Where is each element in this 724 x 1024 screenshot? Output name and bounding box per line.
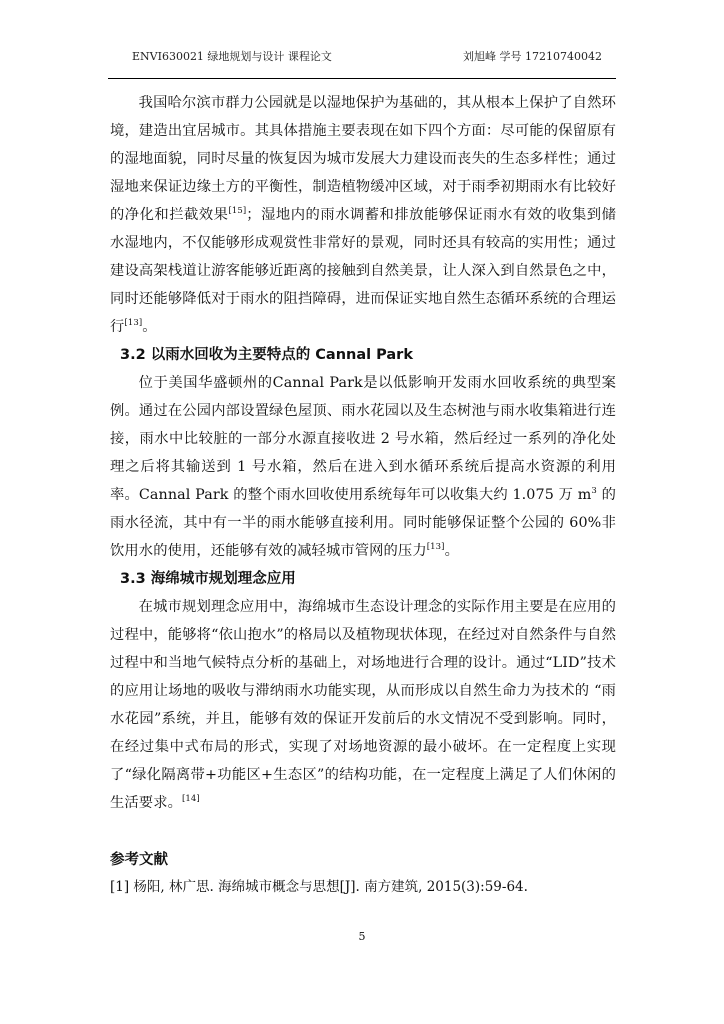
paragraph-qunli-park [110,89,616,341]
paragraph-text: 。 [444,543,459,559]
header-divider [108,78,616,79]
paragraph-text: 在城市规划理念应用中，海绵城市生态设计理念的实际作用主要是在应用的过程中，能够将“依山抱水”的格局以及植物现状体现，在经过对自然条件与自然过程中和当地气候特点分析的基础上，对场地进行合理的设计。通过“LID”技术的应用让场地的吸收与滞纳雨水功能实现，从而形成以自然生命力为技术的 “雨水花园”系统，并且，能够有效的保证开发前后的水文情况不受到影响。同时，在经过集中式布局的形式，实现了对场地资源的最小破坏。在一定程度上实现了“绿化隔离带+功能区+生态区”的结构功能，在一定程度上满足了人们休闲的生活要求。 [110,599,616,811]
paragraph-text: ；湿地内的雨水调蓄和排放能够保证雨水有效的收集到储水湿地内，不仅能够形成观赏性非常好的景观，同时还具有较高的实用性；通过建设高架栈道让游客能够近距离的接触到自然美景，让人深入到自然景色之中，同时还能够降低对于雨水的阻挡障碍，进而保证实地自然生态循环系统的合理运行 [110,207,616,335]
main-body [110,89,616,817]
references-section [110,846,616,900]
paragraph-text: 我国哈尔滨市群力公园就是以湿地保护为基础的，其从根本上保护了自然环境，建造出宜居城市。其具体措施主要表现在如下四个方面：尽可能的保留原有的湿地面貌，同时尽量的恢复因为城市发展大力建设而丧失的生态多样性；通过湿地来保证边缘土方的平衡性，制造植物缓冲区域，对于雨季初期雨水有比较好的净化和拦截效果 [110,95,616,223]
paragraph-cannal-park [110,369,616,565]
header-author-id: 刘旭峰 学号 17210740042 [463,50,602,63]
paragraph-text: 位于美国华盛顿州的Cannal Park是以低影响开发雨水回收系统的典型案例。通过在公园内部设置绿色屋顶、雨水花园以及生态树池与雨水收集箱进行连接，雨水中比较脏的一部分水源直接收进 2 号水箱，然后经过一系列的净化处理之后将其输送到 1 号水箱，然后在进入到水循环系统后提高水资源的利用率。Cannal Park 的整个雨水回收使用系统每年可以收集大约 1.075 万 m [110,375,616,503]
section-heading-3-3: 3.3 海绵城市规划理念应用 [120,571,296,587]
paragraph-sponge-city [110,593,616,817]
paragraph-text: 。 [142,319,157,335]
citation: [13] [426,542,445,552]
page-number: 5 [358,930,366,943]
citation: [15] [228,206,247,216]
reference-item: [1] 杨阳, 林广思. 海绵城市概念与思想[J]. 南方建筑, 2015(3):59-64. [110,879,528,895]
references-heading: 参考文献 [110,852,168,868]
header-course-title: ENVI630021 绿地规划与设计 课程论文 [132,50,332,63]
section-heading-3-2: 3.2 以雨水回收为主要特点的 Cannal Park [120,347,413,363]
paragraph-text: 的雨水径流，其中有一半的雨水能够直接利用。同时能够保证整个公园的 60%非饮用水的使用，还能够有效的减轻城市管网的压力 [110,487,616,559]
citation: [13] [124,318,143,328]
superscript-exponent: 3 [591,486,597,496]
citation: [14] [181,794,200,804]
